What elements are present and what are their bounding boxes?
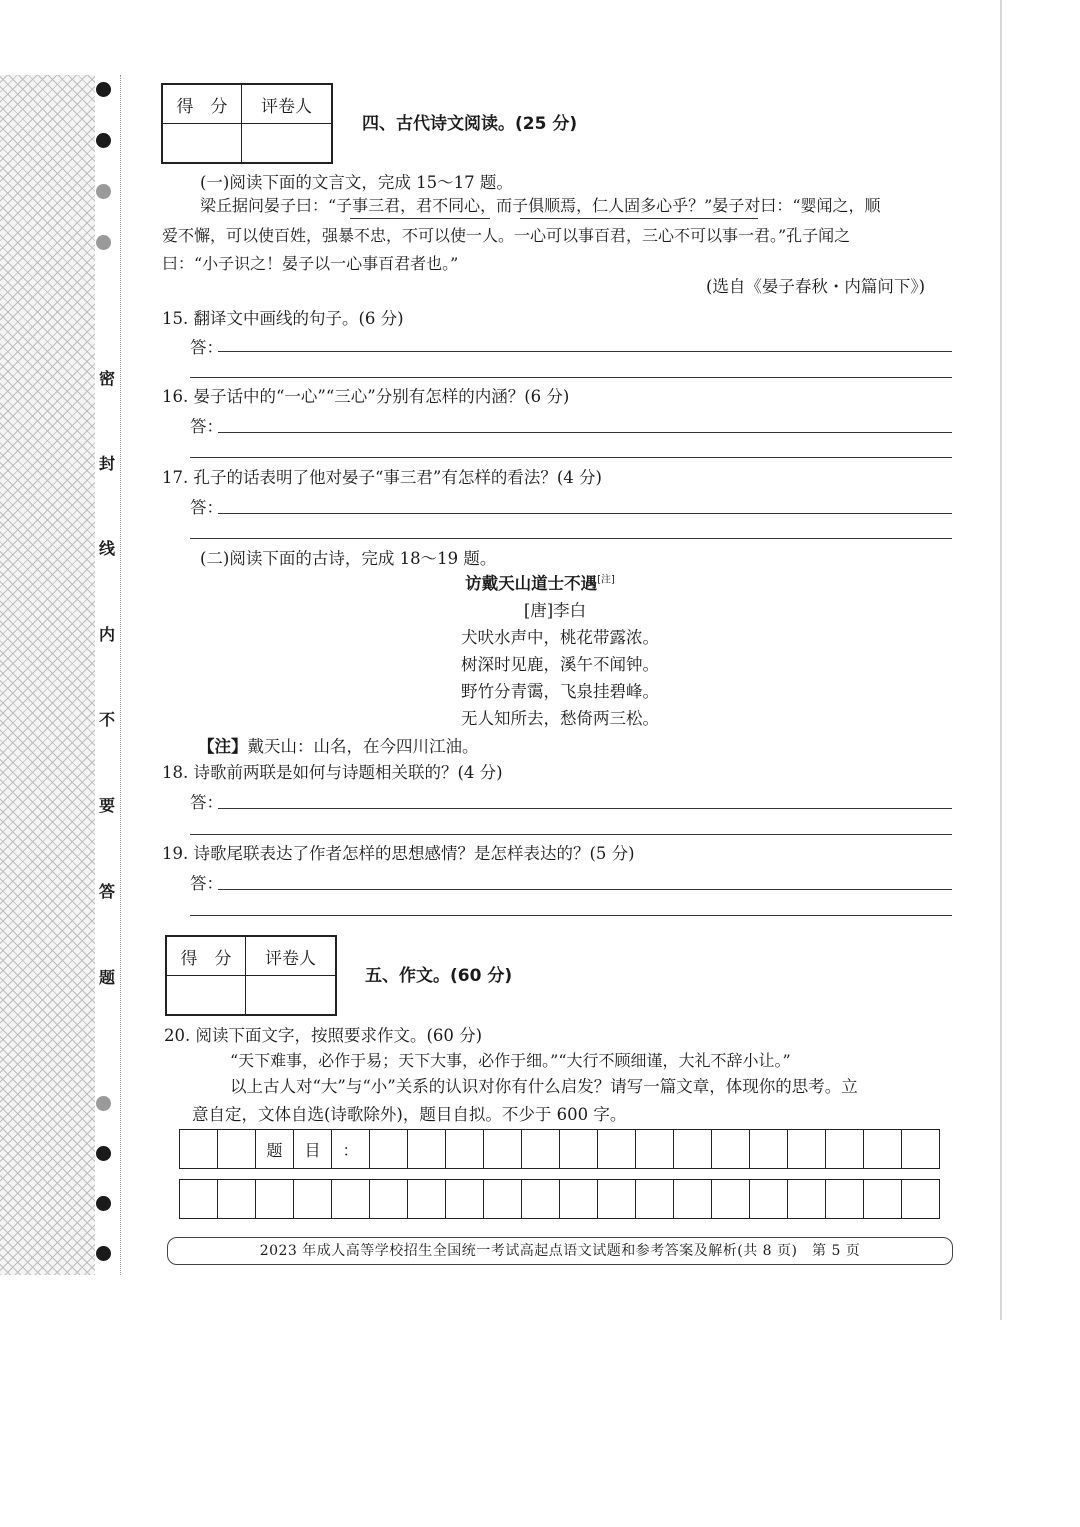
part-intro: (一)阅读下面的文言文，完成 15～17 题。 [200,173,513,192]
essay-requirement: 意自定，文体自选(诗歌除外)，题目自拟。不少于 600 字。 [192,1105,627,1124]
writing-grid-title-row [179,1129,940,1169]
binding-dotted-line [120,75,121,1275]
grid-cell[interactable] [674,1130,712,1168]
question-20: 20. 阅读下面文字，按照要求作文。(60 分) [164,1026,483,1045]
binding-hole [96,1096,111,1111]
passage-line: 梁丘据问晏子曰：“子事三君，君不同心，而子俱顺焉，仁人固多心乎？”晏子对曰：“婴闻之，顺 [200,196,881,215]
answer-line[interactable] [218,888,952,890]
grid-cell[interactable] [712,1180,750,1218]
seal-char: 内 [98,625,115,644]
score-box [161,83,333,164]
answer-line[interactable] [190,376,952,378]
grid-cell[interactable] [750,1180,788,1218]
binding-hole [96,1146,111,1161]
grid-cell[interactable] [864,1180,902,1218]
score-cell[interactable] [166,976,246,1016]
seal-char: 封 [98,454,115,473]
grid-cell: ： [332,1130,370,1168]
answer-line[interactable] [190,914,952,916]
part-intro: (二)阅读下面的古诗，完成 18～19 题。 [200,549,497,568]
grid-cell[interactable] [826,1130,864,1168]
answer-label: 答： [190,498,223,517]
section-title: 五、作文。(60 分) [365,966,513,986]
poem-note [198,733,479,761]
seal-char: 不 [98,710,115,729]
poem-line: 无人知所去，愁倚两三松。 [461,709,659,728]
answer-line[interactable] [218,350,952,352]
grid-cell[interactable] [256,1180,294,1218]
grader-label: 评卷人 [246,936,337,976]
grid-cell[interactable] [370,1180,408,1218]
question-18: 18. 诗歌前两联是如何与诗题相关联的？(4 分) [162,763,503,782]
page-footer: 2023 年成人高等学校招生全国统一考试高起点语文试题和参考答案及解析(共 8 页) 第 5 页 [167,1237,953,1265]
answer-line[interactable] [218,512,952,514]
grid-cell[interactable] [902,1130,939,1168]
grid-cell[interactable] [560,1130,598,1168]
passage-line: 曰：“小子识之！晏子以一心事百君者也。” [162,254,459,273]
passage-line: 爱不懈，可以使百姓，强暴不忠，不可以使一人。一心可以事百君，三心不可以事一君。”孔子闻之 [162,226,851,245]
score-label: 得 分 [162,84,242,124]
poem-title: 访戴天山道士不遇 [465,574,598,593]
grid-cell[interactable] [750,1130,788,1168]
score-label: 得 分 [166,936,246,976]
grid-cell[interactable] [636,1130,674,1168]
binding-hole [96,1196,111,1211]
grid-cell[interactable] [598,1180,636,1218]
grid-cell[interactable] [370,1130,408,1168]
question-19: 19. 诗歌尾联表达了作者怎样的思想感情？是怎样表达的？(5 分) [162,844,635,863]
grid-cell[interactable] [826,1180,864,1218]
grid-cell[interactable] [864,1130,902,1168]
score-cell[interactable] [162,124,242,164]
grid-cell[interactable] [560,1180,598,1218]
grid-cell[interactable] [902,1180,939,1218]
grid-cell[interactable] [788,1180,826,1218]
grid-cell[interactable] [180,1180,218,1218]
grid-cell[interactable] [408,1130,446,1168]
binding-hole [96,1246,111,1261]
grader-cell[interactable] [246,976,337,1016]
answer-label: 答： [190,338,223,357]
section-title: 四、古代诗文阅读。(25 分) [362,114,578,134]
grid-cell[interactable] [294,1180,332,1218]
answer-label: 答： [190,793,223,812]
poem-line: 野竹分青霭，飞泉挂碧峰。 [461,682,659,701]
answer-line[interactable] [190,456,952,458]
poem-line: 树深时见鹿，溪午不闻钟。 [461,655,659,674]
binding-hole [96,82,111,97]
poem-author: [唐]李白 [523,601,587,620]
grid-cell[interactable] [712,1130,750,1168]
binding-hole [96,235,111,250]
answer-label: 答： [190,417,223,436]
grid-cell[interactable] [522,1180,560,1218]
note-label: 【注】 [198,737,248,756]
grid-cell: 目 [294,1130,332,1168]
grid-cell: 题 [256,1130,294,1168]
grid-cell[interactable] [218,1180,256,1218]
essay-requirement: 以上古人对“大”与“小”关系的认识对你有什么启发？请写一篇文章，体现你的思考。立 [230,1077,858,1096]
writing-grid-row [179,1179,940,1219]
grid-cell[interactable] [446,1130,484,1168]
answer-line[interactable] [190,537,952,539]
seal-char: 密 [98,369,115,388]
seal-char: 要 [98,796,115,815]
binding-margin-pattern [0,75,95,1275]
answer-line[interactable] [218,431,952,433]
poem-line: 犬吠水声中，桃花带露浓。 [461,628,659,647]
grader-cell[interactable] [242,124,333,164]
grid-cell[interactable] [636,1180,674,1218]
answer-line[interactable] [218,807,952,809]
source-citation: (选自《晏子春秋・内篇问下》) [706,277,926,296]
answer-line[interactable] [190,833,952,835]
score-box [165,935,337,1016]
grid-cell[interactable] [180,1130,218,1168]
essay-quote: “天下难事，必作于易；天下大事，必作于细。”“大行不顾细谨，大礼不辞小让。” [230,1051,791,1070]
binding-hole [96,133,111,148]
underline-mark [520,218,758,219]
grid-cell[interactable] [598,1130,636,1168]
binding-hole [96,184,111,199]
grid-cell[interactable] [332,1180,370,1218]
note-text: 戴天山：山名，在今四川江油。 [247,737,479,756]
question-16: 16. 晏子话中的“一心”“三心”分别有怎样的内涵？(6 分) [162,387,570,406]
seal-char: 答 [98,882,115,901]
grid-cell[interactable] [522,1130,560,1168]
poem-note-mark: [注] [597,574,615,586]
poem-title-wrap [0,570,1080,594]
question-15: 15. 翻译文中画线的句子。(6 分) [162,309,404,328]
seal-char: 题 [98,968,115,987]
grid-cell[interactable] [674,1180,712,1218]
seal-char: 线 [98,539,115,558]
grader-label: 评卷人 [242,84,333,124]
grid-cell[interactable] [484,1130,522,1168]
question-17: 17. 孔子的话表明了他对晏子“事三君”有怎样的看法？(4 分) [162,468,602,487]
grid-cell[interactable] [484,1180,522,1218]
answer-label: 答： [190,874,223,893]
grid-cell[interactable] [408,1180,446,1218]
grid-cell[interactable] [218,1130,256,1168]
grid-cell[interactable] [446,1180,484,1218]
underline-mark [350,218,490,219]
grid-cell[interactable] [788,1130,826,1168]
